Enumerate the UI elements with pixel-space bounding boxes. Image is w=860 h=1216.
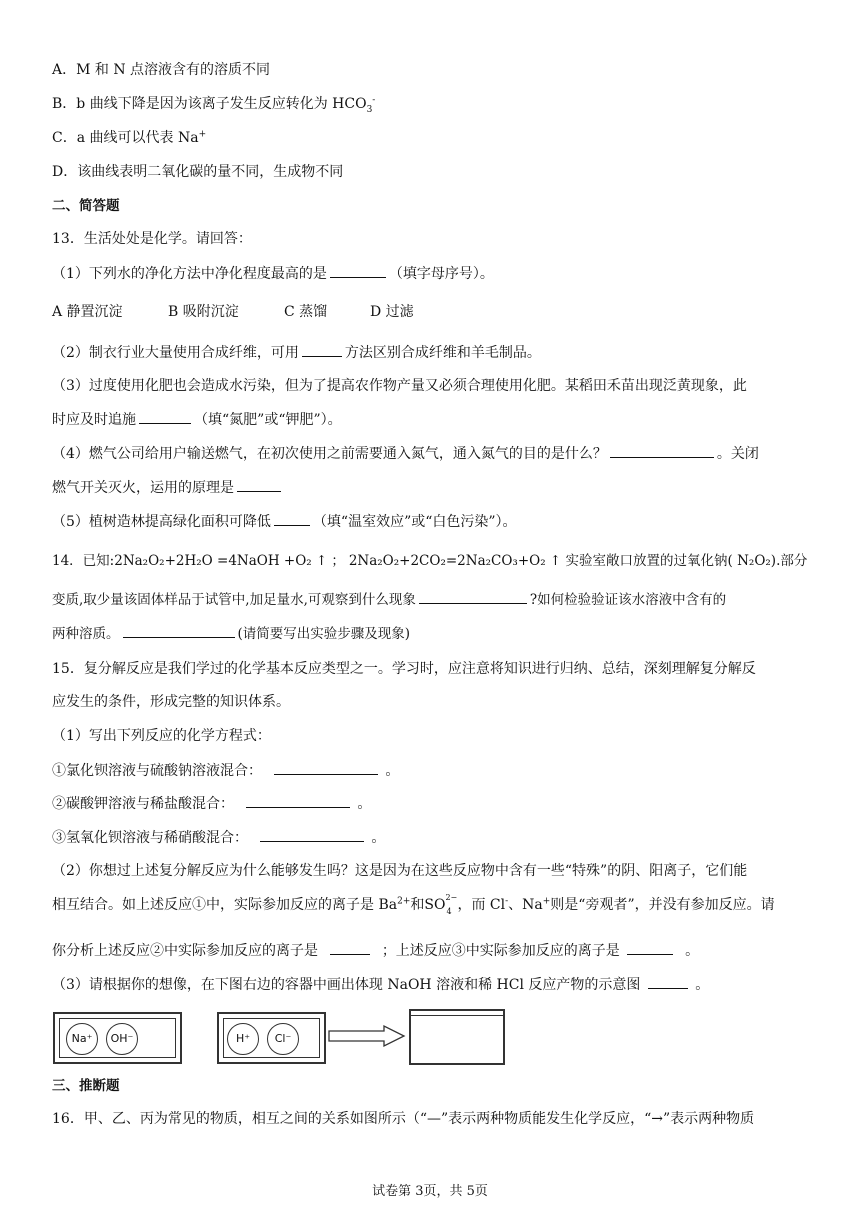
q16-stem: 16．甲、乙、丙为常见的物质，相互之间的关系如图所示（“—”表示两种物质能发生化学反应，“→”表示两种物质 (52, 1111, 755, 1127)
reaction-3-text: ③氢氧化钡溶液与稀硝酸混合： (52, 830, 248, 846)
answer-blank[interactable] (419, 589, 527, 604)
section-2-heading: 二、简答题 (52, 198, 120, 214)
answer-blank[interactable] (123, 623, 235, 638)
q14-text5: (请简要写出实验步骤及现象) (237, 626, 411, 642)
answer-blank[interactable] (260, 827, 364, 842)
period: 。 (357, 796, 372, 812)
cl-charge: - (505, 896, 509, 907)
q13-p2-tail: 方法区别合成纤维和羊毛制品。 (344, 345, 541, 361)
q15-p2-text4: 、Na (508, 897, 543, 913)
page-footer: 试卷第 3页，共 5页 (372, 1184, 488, 1199)
answer-blank[interactable] (627, 940, 673, 955)
period: 。 (685, 943, 700, 959)
q13-choices (52, 302, 414, 322)
ion-cl: Cl⁻ (267, 1023, 299, 1055)
q15-p2-text5: 则是“旁观者”，并没有参加反应。请 (550, 897, 775, 913)
q13-part5 (52, 511, 517, 532)
q15-p2-text3: ，而 Cl (457, 897, 506, 913)
q14-text2: 变质,取少量该固体样品于试管中,加足量水,可观察到什么现象 (52, 592, 416, 608)
period: 。 (695, 977, 710, 993)
ion-oh: OH⁻ (106, 1023, 138, 1055)
q13-part4-line2 (52, 477, 284, 498)
q14-text: 实验室敞口放置的过氧化钠( N₂O₂).部分 (565, 553, 808, 569)
q15-part2-line3 (52, 940, 699, 961)
q15-stem-line2: 应发生的条件，形成完整的知识体系。 (52, 694, 290, 710)
q13-p4-tail: 。关闭 (716, 446, 759, 462)
q14-line1 (52, 551, 807, 571)
answer-blank[interactable] (330, 940, 370, 955)
q15-reaction-1 (52, 760, 399, 781)
answer-blank[interactable] (610, 443, 714, 458)
option-c (52, 128, 206, 148)
ba-charge: 2+ (397, 896, 411, 907)
q13-p3-tail: （填“氮肥”或“钾肥”）。 (194, 412, 342, 428)
q14-equation-1: 2Na₂O₂+2H₂O =4NaOH +O₂ ↑ (114, 553, 328, 569)
q14-line2 (52, 589, 726, 610)
answer-blank[interactable] (237, 477, 281, 492)
option-c-sup: + (198, 129, 207, 140)
option-d: D．该曲线表明二氧化碳的量不同，生成物不同 (52, 164, 344, 180)
q14-text4: 两种溶质。 (52, 626, 120, 642)
choice-b: B 吸附沉淀 (168, 304, 239, 320)
q13-part3-line2 (52, 409, 342, 430)
reaction-2-text: ②碳酸钾溶液与稀盐酸混合： (52, 796, 234, 812)
q13-p4-text: （4）燃气公司给用户输送燃气，在初次使用之前需要通入氮气，通入氮气的目的是什么？ (52, 446, 607, 462)
q15-reaction-2 (52, 793, 371, 814)
answer-blank[interactable] (302, 342, 342, 357)
period: 。 (371, 830, 386, 846)
option-a: A．M 和 N 点溶液含有的溶质不同 (52, 62, 271, 78)
arrow-icon (328, 1024, 406, 1048)
q13-p5-tail: （填“温室效应”或“白色污染”）。 (312, 514, 517, 530)
na-charge: + (542, 896, 551, 907)
answer-blank[interactable] (274, 760, 378, 775)
q15-part1: （1）写出下列反应的化学方程式： (52, 728, 271, 744)
section-3-heading: 三、推断题 (52, 1078, 120, 1094)
q15-part2-line2 (52, 895, 775, 915)
q13-stem: 13．生活处处是化学。请回答： (52, 231, 252, 247)
q13-part4-line1 (52, 443, 759, 464)
option-b-sup: - (372, 95, 376, 106)
q13-p5-text: （5）植树造林提高绿化面积可降低 (52, 514, 271, 530)
container-empty[interactable] (409, 1009, 505, 1065)
q15-p2-c1: 你分析上述反应②中实际参加反应的离子是 (52, 943, 318, 959)
ion-h: H⁺ (227, 1023, 259, 1055)
q15-p2-text: 相互结合。如上述反应①中，实际参加反应的离子是 Ba (52, 897, 398, 913)
q15-p3-text: （3）请根据你的想像，在下图右边的容器中画出体现 NaOH 溶液和稀 HCl 反应产物的示意图 (52, 977, 641, 993)
q14-sep: ； (331, 553, 345, 569)
answer-blank[interactable] (139, 409, 191, 424)
q13-p2-text: （2）制衣行业大量使用合成纤维，可用 (52, 345, 299, 361)
option-c-text: C．a 曲线可以代表 Na (52, 130, 199, 146)
answer-blank[interactable] (274, 511, 310, 526)
q15-part3 (52, 974, 709, 995)
option-b-sub: 3 (366, 104, 373, 115)
answer-blank[interactable] (648, 974, 688, 989)
answer-blank[interactable] (330, 263, 386, 278)
so4-indices (445, 893, 458, 916)
choice-d: D 过滤 (370, 304, 414, 320)
q14-text3: ?如何检验验证该水溶液中含有的 (529, 592, 727, 608)
container-hcl (217, 1012, 326, 1064)
q14-line3 (52, 623, 410, 644)
q13-p1-tail: （填字母序号）。 (388, 266, 494, 282)
q15-p2-text2: 和SO (410, 897, 446, 913)
choice-a: A 静置沉淀 (52, 304, 123, 320)
q13-part3-line1: （3）过度使用化肥也会造成水污染，但为了提高农作物产量又必须合理使用化肥。某稻田禾苗出现泛黄现象，此 (52, 378, 747, 394)
container-rim (409, 1015, 505, 1065)
q15-reaction-3 (52, 827, 385, 848)
q13-part2 (52, 342, 541, 363)
option-b-text: B．b 曲线下降是因为该离子发生反应转化为 HCO (52, 96, 367, 112)
q13-part1 (52, 263, 494, 284)
answer-blank[interactable] (246, 793, 350, 808)
ion-na: Na⁺ (66, 1023, 98, 1055)
q13-p4-text2: 燃气开关灭火，运用的原理是 (52, 480, 234, 496)
period: 。 (385, 763, 400, 779)
q15-stem-line1: 15．复分解反应是我们学过的化学基本反应类型之一。学习时，应注意将知识进行归纳、总结，深刻理解复分解反 (52, 661, 756, 677)
choice-c: C 蒸馏 (284, 304, 328, 320)
so4-sub: 4 (446, 907, 452, 916)
q14-equation-2: 2Na₂O₂+2CO₂=2Na₂CO₃+O₂ ↑ (348, 553, 562, 569)
reaction-1-text: ①氯化钡溶液与硫酸钠溶液混合： (52, 763, 262, 779)
container-naoh (53, 1012, 182, 1064)
q13-p1-text: （1）下列水的净化方法中净化程度最高的是 (52, 266, 327, 282)
q15-p2-c2: ；上述反应③中实际参加反应的离子是 (381, 943, 620, 959)
q15-part2-line1: （2）你想过上述复分解反应为什么能够发生吗？这是因为在这些反应物中含有一些“特殊”的阴、阳离子，它们能 (52, 863, 748, 879)
so4-charge: 2− (445, 893, 458, 902)
q13-p3-text: 时应及时追施 (52, 412, 136, 428)
q14-lead: 14．已知: (52, 553, 115, 569)
option-b (52, 94, 375, 114)
